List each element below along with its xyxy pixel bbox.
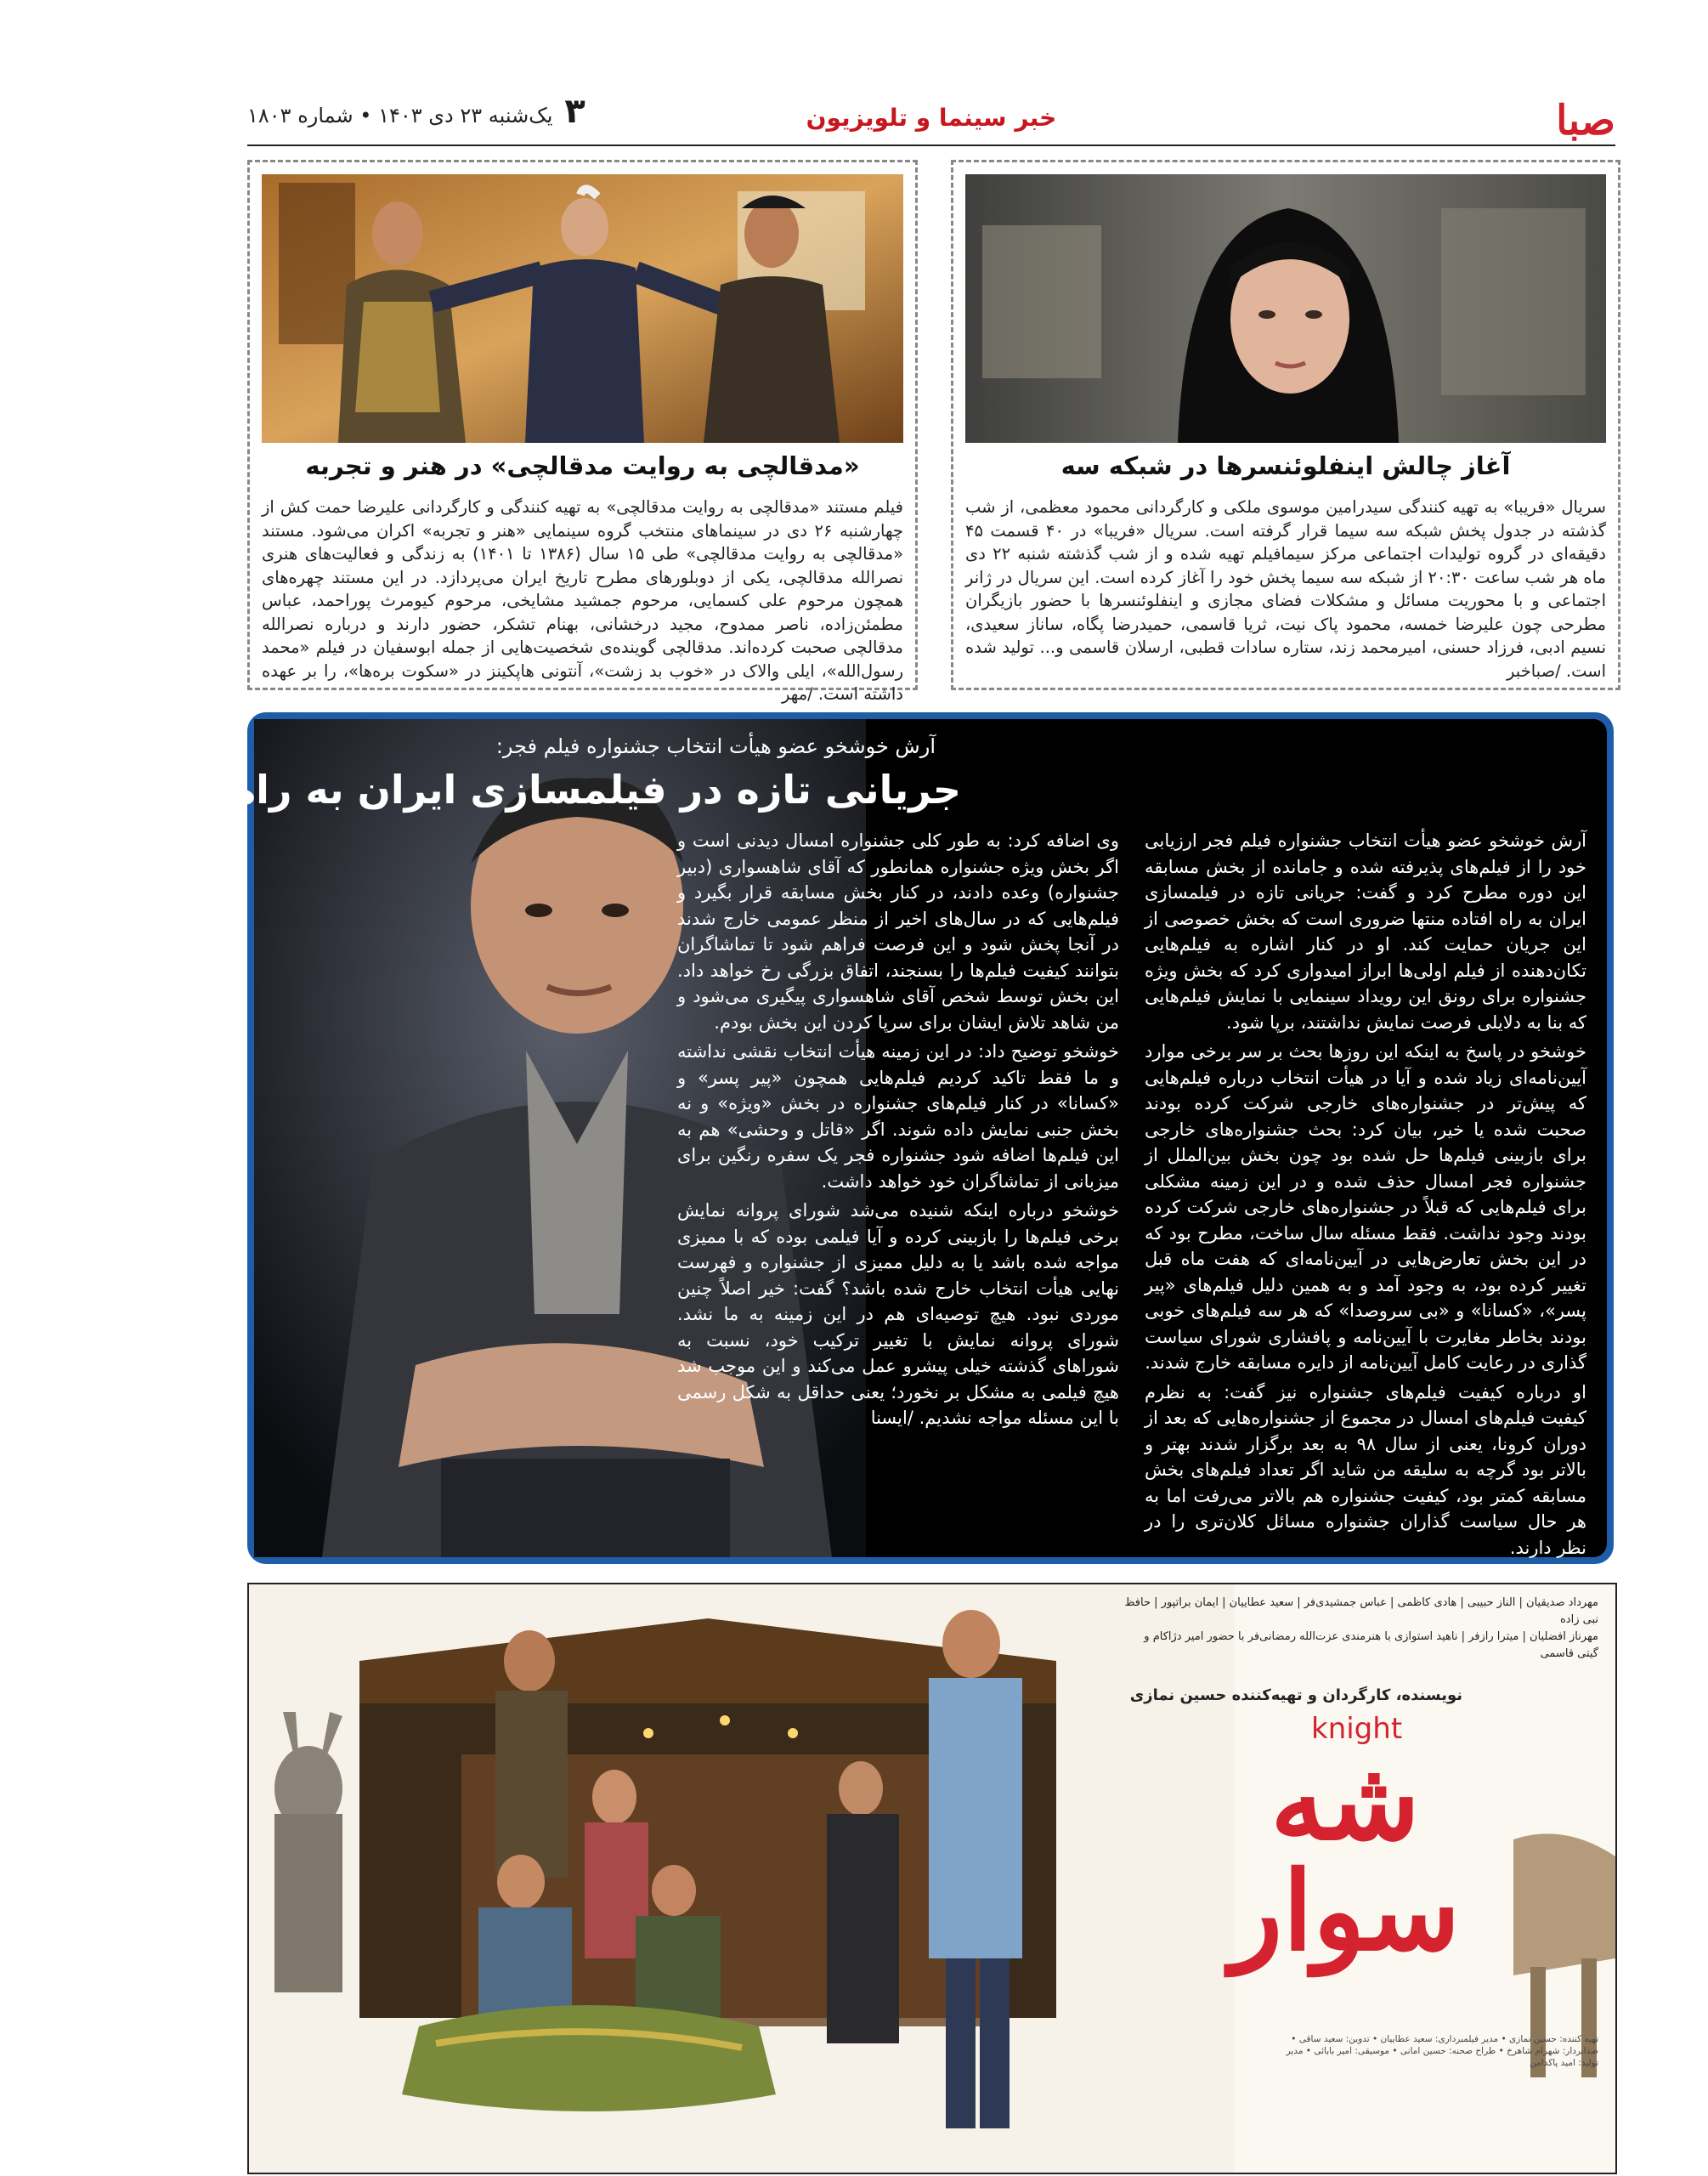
feature-panel [0,719,1607,1558]
cast-list [1123,1595,1598,1663]
page-header [247,92,1615,146]
feature-column-left [677,828,1119,1435]
story-title-madghalchi: «مدقالچی به روایت مدقالچی» در هنر و تجربه [305,451,860,480]
news-box-fariba [951,160,1620,690]
story-photo-madghalchi [262,174,903,443]
story-photo-fariba [965,174,1606,443]
story-title-fariba: آغاز چالش اینفلوئنسرها در شبکه سه [1060,451,1511,480]
film-poster-ad [247,1583,1617,2174]
poster-artwork [249,1584,1235,2173]
feature-column-right [1145,828,1586,1564]
feature-kicker: آرش خوشخو عضو هیأت انتخاب جشنواره فیلم فجر: [495,734,936,758]
issue-date: یک‌شنبه ۲۳ دی ۱۴۰۳ • شماره ۱۸۰۳ [247,104,553,128]
feature-paragraph: آرش خوشخو عضو هیأت انتخاب جشنواره فیلم فجر ارزیابی خود را از فیلم‌های پذیرفته شده و جامانده از بخش مسابقه این دوره مطرح کرد و گفت: جریانی تازه در فیلمسازی ایران به راه افتاده منتها ضروری است که بخش خصوصی از این جریان حمایت کند. او در کنار اشاره به فیلم‌هایی تکان‌دهنده از فیلم اولی‌ها ابراز امیدواری کرد که بخش ویژه جشنواره برای رونق این رویداد سینمایی با نمایش فیلم‌هایی که بنا به دلایلی فرصت نمایش نداشتند، برپا شود. [1145,830,1586,1033]
film-title-english: knight [1311,1712,1403,1746]
feature-article [0,712,1614,1564]
feature-headline: جریانی تازه در فیلمسازی ایران به راه افتاده است [0,767,961,813]
newspaper-logo: صبا [1556,97,1615,144]
cast-line: مهرداد صدیقیان | الناز حبیبی | هادی کاظمی | عباس جمشیدی‌فر | سعید عطاییان | ایمان براتپور | حافظ نبی زاده [1124,1596,1598,1626]
story-body-madghalchi: فیلم مستند «مدقالچی به روایت مدقالچی» به تهیه کنندگی و کارگردانی علیرضا حمت کش از چهارشنبه ۲۶ دی در سینماهای منتخب گروه سینمایی «هنر و تجربه» اکران می‌شود. مستند «مدقالچی به روایت مدقالچی» طی ۱۵ سال (۱۳۸۶ تا ۱۴۰۱) به زندگی و فعالیت‌های هنری نصرالله مدقالچی، یکی از دوبلورهای مطرح تاریخ ایران می‌پردازد. در این مستند چهره‌های همچون مرحوم علی کسمایی، مرحوم جمشید مشایخی، مرحوم کیومرث پوراحمد، عباس مطمئن‌زاده، ناصر ممدوح، مجید درخشانی، بهنام تشکر، حضور دارند و درباره نصرالله مدقالچی صحبت کرده‌اند. مدقالچی گوینده‌ی شخصیت‌هایی از جمله ابوسفیان در فیلم «محمد رسول‌الله»، ایلی والاک در «خوب بد زشت»، آنتونی هاپکینز در «سکوت بره‌ها»، را بر عهده داشته است. /مهر [262,497,904,704]
crew-credits: تهیه کننده: حسین نمازی • مدیر فیلمبرداری: سعید عطاییان • تدوین: سعید ساقی • صدابردار: شهرام شاهرخ • طراح صحنه: حسین امانی • موسیقی: امیر بابائی • مدیر تولید: امید پاکدامن [1286,2034,1598,2068]
director-credit: نویسنده، کارگردان و تهیه‌کننده حسین نمازی [1129,1686,1462,1704]
feature-paragraph: خوشخو توضیح داد: در این زمینه هیأت انتخاب نقشی نداشته و ما فقط تاکید کردیم فیلم‌هایی همچون «پیر پسر» و «کسانا» در کنار فیلم‌های جشنواره در بخش «ویژه» و نه بخش جنبی نمایش داده شوند. اگر «قاتل و وحشی» هم به این فیلم‌ها اضافه شود جشنواره فجر یک سفره رنگین برای میزبانی از تماشاگران خود خواهد داشت. [677,1041,1119,1192]
story-body-fariba: سریال «فریبا» به تهیه کنندگی سیدرامین موسوی ملکی و کارگردانی محمود معظمی، از شب گذشته در جدول پخش شبکه سه سیما قرار گرفته است. سریال «فریبا» در ۴۰ قسمت ۴۵ دقیقه‌ای در گروه تولیدات اجتماعی مرکز سیمافیلم تهیه شده و از شب گذشته شنبه ۲۲ دی ماه هر شب ساعت ۲۰:۳۰ از شبکه سه سیما پخش خود را آغاز کرده است. این سریال در ژانر اجتماعی و با محوریت مسائل و مشکلات فضای مجازی و اینفلوئنسرها با حضور بازیگران مطرحی چون علیرضا خمسه، محمود پاک نیت، ثریا قاسمی، حمیدرضا پگاه، ساناز سعیدی، نسیم ادبی، فرزاد حسنی، امیرمحمد زند، ستاره سادات قطبی، ارسلان قاسمی و... تولید شده است. /صباخبر [965,497,1606,681]
feature-paragraph: خوشخو درباره اینکه شنیده می‌شد شورای پروانه نمایش برخی فیلم‌ها را بازبینی کرده و آیا فیلمی بوده که با ممیزی مواجه شده باشد یا به دلیل ممیزی از جشنواره و فهرست نهایی هیأت انتخاب خارج شده باشد؟ گفت: خیر اصلاً چنین موردی نبود. هیچ توصیه‌ای هم در این زمینه به ما نشد. شورای پروانه نمایش با تغییر ترکیب خود، نسبت به شوراهای گذشته خیلی پیشرو عمل می‌کند و این موجب شد هیچ فیلمی به مشکل بر نخورد؛ یعنی حداقل به شکل رسمی با این مسئله مواجه نشدیم. /ایسنا [677,1200,1119,1428]
header-meta [247,92,585,131]
feature-paragraph: خوشخو در پاسخ به اینکه این روزها بحث بر سر برخی موارد آیین‌نامه‌ای زیاد شده و آیا در هیأت انتخاب درباره فیلم‌هایی که پیش‌تر در جشنواره‌های خارجی شرکت کرده بودند صحبت شده یا خیر، بیان کرد: بحث جشنواره‌های خارجی برای بازبینی فیلم‌ها حل شده بود چون بخش بین‌الملل از جشنواره فجر امسال حذف شده و در این زمینه مشکلی برای فیلم‌هایی که قبلاً در جشنواره‌های خارجی شرکت کرده بودند وجود نداشت. فقط مسئله سال ساخت، مطرح بود که در این بخش تعارض‌هایی در آیین‌نامه‌ای که هفت ماه قبل تغییر کرده بود، به وجود آمد و به همین دلیل فیلم‌های «پیر پسر»، «کسانا» و «بی سروصدا» که هر سه فیلم‌های خوبی بودند بخاطر مغایرت با آیین‌نامه و پافشاری شورای سیاست گذاری در رعایت کامل آیین‌نامه از دایره مسابقه خارج شدند. [1145,1041,1586,1373]
section-title: خبر سینما و تلویزیون [806,104,1057,132]
feature-paragraph: وی اضافه کرد: به طور کلی جشنواره امسال دیدنی است و اگر بخش ویژه جشنواره همانطور که آقای شاهسواری (دبیر جشنواره) وعده دادند، در کنار بخش مسابقه قرار بگیرد و فیلم‌هایی که در سال‌های اخیر از منظر عمومی خارج شدند در آنجا پخش شود و این فرصت فراهم شود تا تماشاگران بتوانند کیفیت فیلم‌ها را بسنجند، اتفاق بزرگی رخ خواهد داد. این بخش توسط شخص آقای شاهسواری پیگیری می‌شود و من شاهد تلاش ایشان برای سرپا کردن این بخش بودم. [677,830,1119,1033]
news-box-madghalchi [247,160,918,704]
film-title: شه سوار [1230,1737,1461,1975]
feature-paragraph: او درباره کیفیت فیلم‌های جشنواره نیز گفت: به نظرم کیفیت فیلم‌های امسال در مجموع از جشنواره‌هایی که بعد از دوران کرونا، یعنی از سال ۹۸ به بعد برگزار شدند بهتر و بالاتر بود گرچه به سلیقه من شاید اگر تعداد فیلم‌های بخش مسابقه کمتر بود، کیفیت جشنواره هم بالاتر می‌رفت اما به هر حال سیاست گذاران جشنواره مسائل کلان‌تری را در نظر دارند. [1145,1381,1586,1558]
page-number: ۳ [564,92,585,131]
cast-line: مهرناز افضلیان | میترا رازفر | ناهید استوازی با هنرمندی عزت‌الله رمضانی‌فر با حضور امیر دژاکام و گیتی قاسمی [1144,1630,1598,1660]
